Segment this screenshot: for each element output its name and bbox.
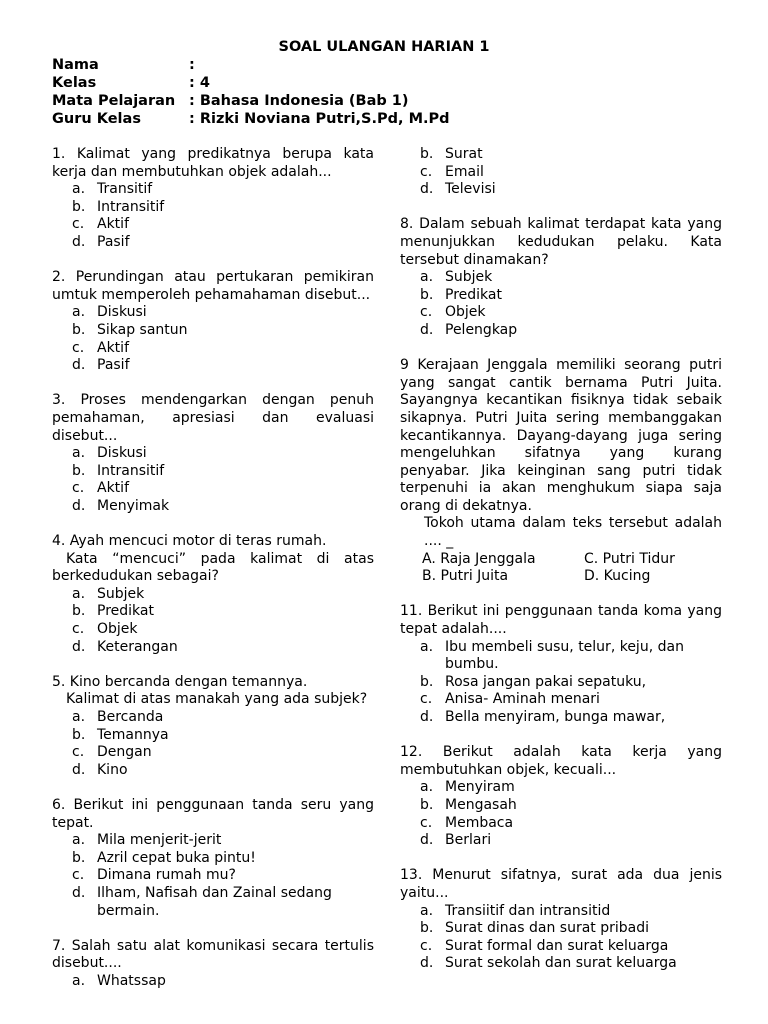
option-letter: b.: [72, 321, 86, 338]
option-text: Predikat: [445, 286, 502, 303]
answer-option: D. Kucing: [584, 568, 651, 585]
question-7: [52, 938, 374, 991]
question-subtext: Tokoh utama dalam teks tersebut adalah .... _: [424, 515, 722, 550]
option-text: Keterangan: [97, 638, 178, 655]
header-value: :: [189, 57, 195, 73]
answer-option: [400, 955, 722, 973]
question-text: 11. Berikut ini penggunaan tanda koma yang tepat adalah....: [400, 603, 722, 638]
option-text: Aktif: [97, 480, 129, 497]
question-8: [400, 216, 722, 339]
option-letter: a.: [72, 972, 86, 989]
header-value: : Bahasa Indonesia (Bab 1): [189, 93, 409, 109]
answer-option: [52, 973, 374, 991]
question-subtext: Kalimat di atas manakah yang ada subjek?: [66, 691, 368, 708]
option-letter: b.: [72, 603, 86, 620]
answer-options: [52, 445, 374, 515]
option-letter: b.: [420, 146, 434, 162]
answer-options: [52, 586, 374, 656]
left-column: [52, 146, 374, 1008]
answer-options: [400, 551, 722, 586]
option-letter: c.: [72, 216, 85, 233]
answer-option: [400, 639, 722, 674]
option-text: Kino: [97, 761, 128, 778]
option-letter: d.: [420, 709, 434, 725]
option-letter: d.: [72, 638, 86, 655]
answer-option: [52, 850, 374, 868]
option-letter: c.: [420, 691, 433, 708]
option-text: Rosa jangan pakai sepatuku,: [445, 673, 647, 690]
option-letter: a.: [72, 832, 86, 849]
student-info-header: [52, 56, 450, 128]
answer-options: [52, 832, 374, 920]
option-letter: b.: [420, 286, 434, 303]
answer-option: [52, 621, 374, 639]
answer-option: [400, 903, 722, 921]
header-label: Nama: [52, 57, 99, 73]
answer-option: [400, 287, 722, 305]
answer-option: [52, 216, 374, 234]
answer-option: [400, 269, 722, 287]
answer-option: [400, 322, 722, 340]
option-text: Diskusi: [97, 304, 147, 321]
answer-option: [400, 709, 722, 727]
answer-option: [52, 445, 374, 463]
right-column: [400, 146, 722, 991]
question-12: [400, 744, 722, 850]
option-text: Predikat: [97, 603, 154, 620]
answer-options: [52, 973, 374, 991]
header-label: Guru Kelas: [52, 111, 141, 127]
option-text: Pasif: [97, 357, 130, 374]
answer-option: [400, 146, 722, 164]
option-text: Aktif: [97, 339, 129, 356]
option-letter: a.: [420, 269, 434, 286]
option-letter: c.: [72, 621, 85, 638]
option-letter: d.: [420, 181, 434, 198]
option-text: Pasif: [97, 233, 130, 250]
answer-option: [400, 691, 722, 709]
question-text: 5. Kino bercanda dengan temannya.: [52, 673, 308, 690]
answer-option: [52, 322, 374, 340]
option-text: Berlari: [445, 832, 492, 849]
answer-option: [400, 779, 722, 797]
option-letter: a.: [72, 304, 86, 321]
option-text: Aktif: [97, 216, 129, 233]
header-value: : Rizki Noviana Putri,S.Pd, M.Pd: [189, 111, 450, 127]
option-letter: a.: [420, 638, 434, 655]
answer-option: [52, 463, 374, 481]
option-text: Transiitif dan intransitid: [445, 902, 611, 919]
answer-option: [52, 603, 374, 621]
answer-option: [400, 164, 722, 182]
header-row-kelas: [52, 74, 450, 92]
option-text: Sikap santun: [97, 321, 188, 338]
question-3: [52, 392, 374, 515]
question-subtext: Kata “mencuci” pada kalimat di atas berkedudukan sebagai?: [52, 550, 374, 585]
question-text: 13. Menurut sifatnya, surat ada dua jenis yaitu...: [400, 867, 722, 901]
answer-options: [400, 779, 722, 849]
question-2: [52, 269, 374, 375]
header-value: : 4: [189, 75, 210, 91]
option-letter: c.: [420, 304, 433, 321]
answer-option: [52, 727, 374, 745]
option-letter: c.: [72, 744, 85, 761]
question-6: [52, 797, 374, 920]
option-text: Dengan: [97, 744, 152, 761]
answer-option: [400, 832, 722, 850]
question-text: 12. Berikut adalah kata kerja yang membutuhkan objek, kecuali...: [400, 744, 722, 778]
option-letter: b.: [420, 796, 434, 813]
answer-option: [52, 340, 374, 358]
option-letter: c.: [420, 163, 433, 180]
option-text: Menyiram: [445, 779, 515, 796]
option-letter: b.: [420, 673, 434, 690]
question-9: [400, 357, 722, 586]
answer-options: [52, 181, 374, 251]
answer-options: [400, 146, 722, 199]
answer-option: A. Raja Jenggala: [422, 550, 536, 567]
option-text: Email: [445, 163, 484, 180]
option-letter: b.: [72, 726, 86, 743]
option-text: Temannya: [97, 726, 169, 743]
option-text: Bella menyiram, bunga mawar,: [445, 709, 666, 725]
answer-option: [52, 885, 374, 920]
question-4: [52, 533, 374, 656]
answer-option: [400, 938, 722, 956]
option-letter: a.: [72, 709, 86, 725]
answer-option: [52, 480, 374, 498]
option-letter: b.: [72, 198, 86, 215]
option-letter: d.: [72, 233, 86, 250]
answer-option: [400, 815, 722, 833]
option-letter: c.: [420, 937, 433, 954]
option-text: Membaca: [445, 814, 514, 831]
option-letter: a.: [420, 779, 434, 796]
option-text: Surat dinas dan surat pribadi: [445, 920, 650, 937]
option-text: Dimana rumah mu?: [97, 867, 236, 884]
option-letter: a.: [72, 445, 86, 462]
option-letter: c.: [72, 867, 85, 884]
option-text: Intransitif: [97, 198, 165, 215]
answer-options: [52, 304, 374, 374]
answer-option: [52, 234, 374, 252]
answer-option: [52, 867, 374, 885]
question-7-continued: [400, 146, 722, 199]
option-text: Subjek: [445, 269, 493, 286]
option-letter: d.: [72, 761, 86, 778]
header-label: Kelas: [52, 75, 97, 91]
answer-option: [52, 586, 374, 604]
answer-option: [400, 920, 722, 938]
option-text: Anisa- Aminah menari: [445, 691, 600, 708]
answer-option: C. Putri Tidur: [584, 550, 675, 567]
header-row-nama: [52, 56, 450, 74]
option-text: Surat formal dan surat keluarga: [445, 937, 669, 954]
question-text: 3. Proses mendengarkan dengan penuh pemahaman, apresiasi dan evaluasi disebut...: [52, 392, 374, 444]
answer-option: [52, 832, 374, 850]
option-text: Televisi: [445, 181, 496, 198]
option-text: Objek: [97, 621, 138, 638]
answer-option: [52, 357, 374, 375]
question-5: [52, 674, 374, 780]
answer-option: [52, 639, 374, 657]
option-text: Surat sekolah dan surat keluarga: [445, 955, 677, 972]
option-text: Diskusi: [97, 445, 147, 462]
answer-option: [52, 762, 374, 780]
option-letter: d.: [420, 321, 434, 338]
option-text: Whatssap: [97, 972, 166, 989]
answer-option: B. Putri Juita: [422, 568, 509, 585]
question-text: 6. Berikut ini penggunaan tanda seru yang tepat.: [52, 796, 374, 831]
question-1: [52, 146, 374, 252]
option-text: Objek: [445, 304, 486, 321]
option-letter: d.: [420, 955, 434, 972]
option-text: Bercanda: [97, 709, 164, 725]
answer-option: [52, 498, 374, 516]
option-letter: a.: [420, 902, 434, 919]
option-letter: d.: [72, 884, 86, 901]
option-text: Azril cepat buka pintu!: [97, 849, 256, 866]
option-letter: c.: [72, 480, 85, 497]
answer-option: [52, 199, 374, 217]
answer-options: [400, 903, 722, 973]
question-text: 2. Perundingan atau pertukaran pemikiran umtuk memperoleh pehamahaman disebut...: [52, 269, 374, 303]
question-11: [400, 603, 722, 726]
answer-options: [400, 639, 722, 727]
option-text: Transitif: [97, 181, 153, 198]
option-text: Pelengkap: [445, 321, 518, 338]
option-letter: d.: [72, 497, 86, 514]
option-letter: c.: [72, 339, 85, 356]
answer-options: [400, 269, 722, 339]
answer-option: [52, 709, 374, 727]
option-text: Ibu membeli susu, telur, keju, dan bumbu.: [445, 638, 684, 673]
answer-option: [400, 304, 722, 322]
header-row-mapel: [52, 92, 450, 110]
option-letter: a.: [72, 181, 86, 198]
question-13: [400, 867, 722, 973]
option-text: Mila menjerit-jerit: [97, 832, 222, 849]
question-text: 1. Kalimat yang predikatnya berupa kata kerja dan membutuhkan objek adalah...: [52, 146, 374, 180]
answer-option: [52, 304, 374, 322]
question-text: 8. Dalam sebuah kalimat terdapat kata yang menunjukkan kedudukan pelaku. Kata tersebut dinamakan?: [400, 216, 722, 268]
option-letter: b.: [420, 920, 434, 937]
option-letter: d.: [72, 357, 86, 374]
answer-option: [52, 181, 374, 199]
option-letter: c.: [420, 814, 433, 831]
question-text: 7. Salah satu alat komunikasi secara tertulis disebut....: [52, 937, 374, 972]
answer-option: [400, 797, 722, 815]
answer-option: [52, 744, 374, 762]
option-text: Subjek: [97, 585, 145, 602]
option-letter: b.: [72, 849, 86, 866]
option-letter: d.: [420, 832, 434, 849]
option-text: Menyimak: [97, 497, 170, 514]
answer-option: [400, 181, 722, 199]
option-letter: a.: [72, 585, 86, 602]
header-row-guru: [52, 110, 450, 128]
option-text: Ilham, Nafisah dan Zainal sedang bermain.: [97, 884, 332, 919]
header-label: Mata Pelajaran: [52, 93, 176, 109]
answer-options: [52, 709, 374, 779]
answer-option: [400, 674, 722, 692]
question-text: 4. Ayah mencuci motor di teras rumah.: [52, 533, 327, 550]
question-text: 9 Kerajaan Jenggala memiliki seorang putri yang sangat cantik bernama Putri Juita. Sayangnya kecantikan fisiknya tidak sebaik sikapnya. Putri Juita sering membanggakan kecantikannya. Dayang-dayang juga sering mengeluhkan sifatnya yang kurang penyabar. Jika keinginan sang putri tidak terpenuhi ia akan menghukum siapa saja orang di dekatnya.: [400, 357, 722, 514]
option-letter: b.: [72, 462, 86, 479]
option-text: Mengasah: [445, 796, 517, 813]
page-title: SOAL ULANGAN HARIAN 1: [278, 39, 490, 55]
option-text: Surat: [445, 146, 483, 162]
option-text: Intransitif: [97, 462, 165, 479]
